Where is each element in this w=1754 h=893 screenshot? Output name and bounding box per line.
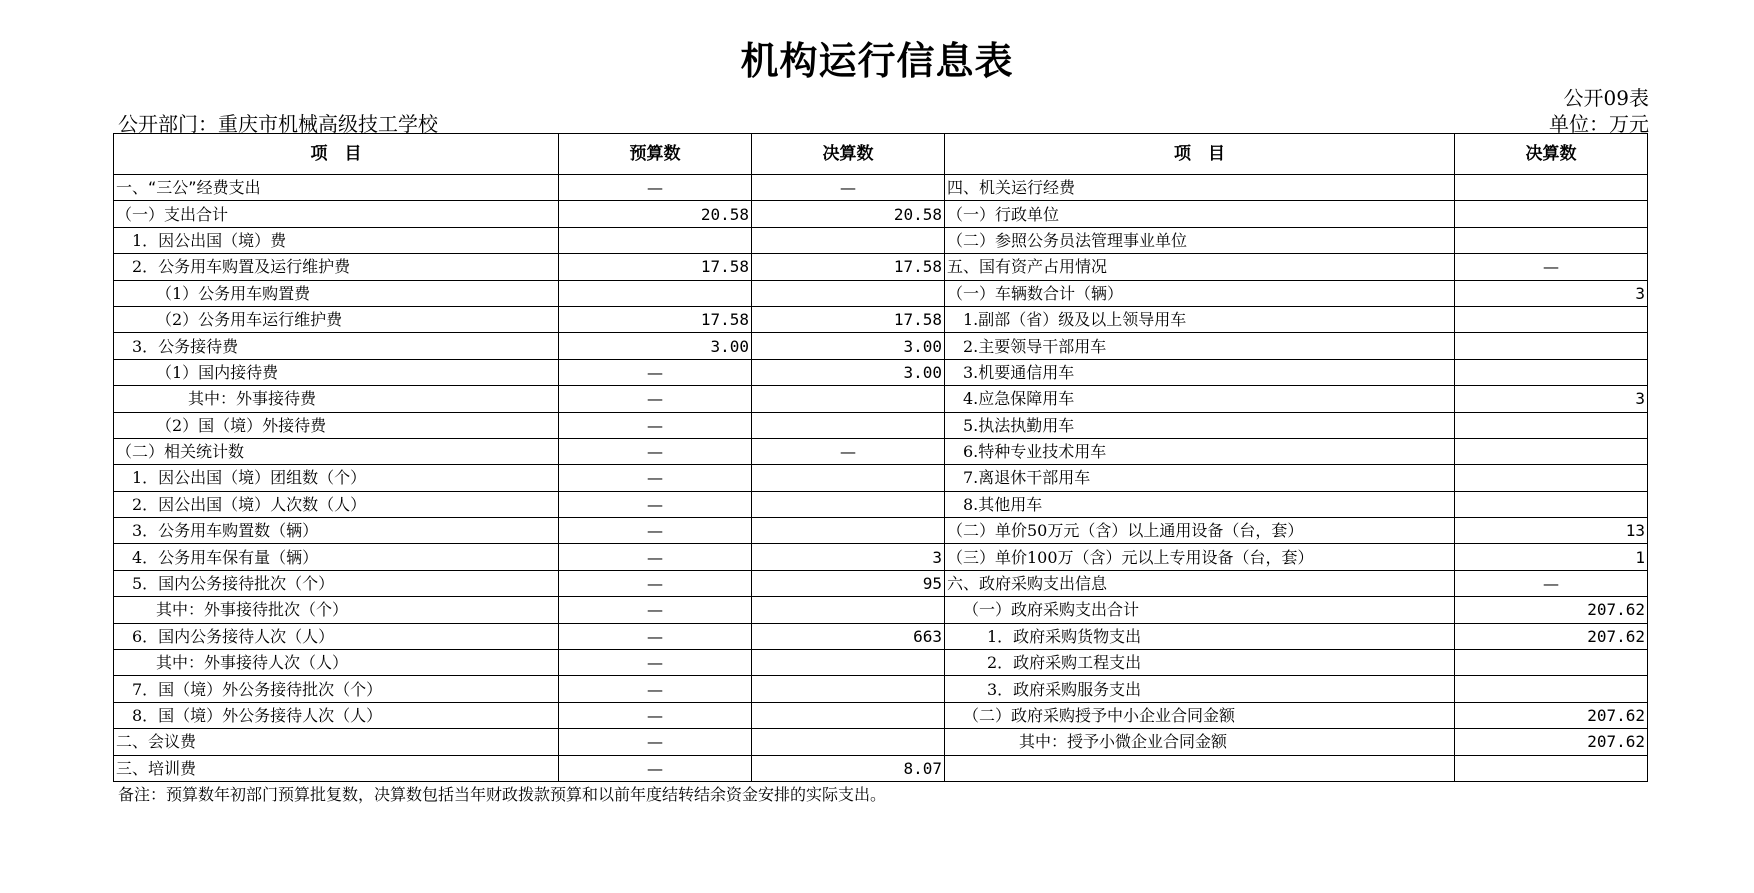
actual-cell: 663 <box>752 623 945 649</box>
item-label-cell: 2．公务用车购置及运行维护费 <box>114 254 559 280</box>
actual-cell <box>752 412 945 438</box>
right-actual-cell <box>1455 359 1648 385</box>
actual-cell <box>752 465 945 491</box>
item-label-cell: 8．国（境）外公务接待人次（人） <box>114 702 559 728</box>
item-label-cell: 3．公务用车购置数（辆） <box>114 518 559 544</box>
item-label-cell: 其中：外事接待批次（个） <box>114 597 559 623</box>
right-actual-cell <box>1455 676 1648 702</box>
actual-cell: 17.58 <box>752 254 945 280</box>
header-actual: 决算数 <box>752 134 945 175</box>
actual-cell <box>752 280 945 306</box>
budget-cell: — <box>559 386 752 412</box>
table-row <box>114 544 1648 570</box>
right-item-label-cell: 其中：授予小微企业合同金额 <box>945 729 1455 755</box>
table-row <box>114 650 1648 676</box>
actual-cell <box>752 729 945 755</box>
right-actual-cell: 207.62 <box>1455 597 1648 623</box>
actual-cell: 3 <box>752 544 945 570</box>
item-label-cell: （1）国内接待费 <box>114 359 559 385</box>
right-actual-cell: 207.62 <box>1455 623 1648 649</box>
right-actual-cell: 3 <box>1455 386 1648 412</box>
right-actual-cell <box>1455 438 1648 464</box>
right-item-label-cell: 四、机关运行经费 <box>945 175 1455 201</box>
right-actual-cell: 207.62 <box>1455 729 1648 755</box>
table-row <box>114 306 1648 332</box>
budget-cell: 17.58 <box>559 306 752 332</box>
budget-cell: — <box>559 676 752 702</box>
right-item-label-cell: 六、政府采购支出信息 <box>945 570 1455 596</box>
item-label-cell: 1．因公出国（境）团组数（个） <box>114 465 559 491</box>
department-label: 公开部门：重庆市机械高级技工学校 <box>118 112 438 136</box>
actual-cell <box>752 518 945 544</box>
budget-cell: — <box>559 729 752 755</box>
budget-cell: — <box>559 650 752 676</box>
budget-cell: — <box>559 175 752 201</box>
right-item-label-cell: 2.主要领导干部用车 <box>945 333 1455 359</box>
right-item-label-cell: 五、国有资产占用情况 <box>945 254 1455 280</box>
item-label-cell: 7．国（境）外公务接待批次（个） <box>114 676 559 702</box>
item-label-cell: 三、培训费 <box>114 755 559 781</box>
right-actual-cell <box>1455 306 1648 332</box>
budget-cell: — <box>559 623 752 649</box>
budget-cell: — <box>559 359 752 385</box>
table-row <box>114 597 1648 623</box>
item-label-cell: 其中：外事接待费 <box>114 386 559 412</box>
right-actual-cell: — <box>1455 254 1648 280</box>
budget-cell: — <box>559 518 752 544</box>
table-row <box>114 254 1648 280</box>
right-item-label-cell: 1．政府采购货物支出 <box>945 623 1455 649</box>
actual-cell <box>752 702 945 728</box>
right-item-label-cell: （二）单价50万元（含）以上通用设备（台，套） <box>945 518 1455 544</box>
actual-cell: 3.00 <box>752 359 945 385</box>
table-row <box>114 676 1648 702</box>
table-header-row <box>114 134 1648 175</box>
right-item-label-cell: （一）车辆数合计（辆） <box>945 280 1455 306</box>
actual-cell <box>752 676 945 702</box>
budget-cell: — <box>559 702 752 728</box>
table-row <box>114 227 1648 253</box>
right-actual-cell <box>1455 491 1648 517</box>
right-item-label-cell: 2．政府采购工程支出 <box>945 650 1455 676</box>
right-item-label-cell: 1.副部（省）级及以上领导用车 <box>945 306 1455 332</box>
right-actual-cell: 1 <box>1455 544 1648 570</box>
table-row <box>114 702 1648 728</box>
right-actual-cell: 3 <box>1455 280 1648 306</box>
right-item-label-cell: （二）参照公务员法管理事业单位 <box>945 227 1455 253</box>
right-actual-cell <box>1455 201 1648 227</box>
item-label-cell: （2）公务用车运行维护费 <box>114 306 559 332</box>
table-row <box>114 386 1648 412</box>
form-number: 公开09表 <box>1563 86 1649 110</box>
budget-cell: 20.58 <box>559 201 752 227</box>
right-actual-cell <box>1455 175 1648 201</box>
item-label-cell: （2）国（境）外接待费 <box>114 412 559 438</box>
actual-cell <box>752 650 945 676</box>
actual-cell: 17.58 <box>752 306 945 332</box>
right-actual-cell <box>1455 650 1648 676</box>
right-item-label-cell: （一）政府采购支出合计 <box>945 597 1455 623</box>
item-label-cell: （1）公务用车购置费 <box>114 280 559 306</box>
actual-cell: — <box>752 175 945 201</box>
unit-label: 单位：万元 <box>1549 112 1649 136</box>
table-row <box>114 201 1648 227</box>
item-label-cell: 二、会议费 <box>114 729 559 755</box>
right-item-label-cell <box>945 755 1455 781</box>
budget-cell: — <box>559 570 752 596</box>
budget-cell <box>559 280 752 306</box>
table-row <box>114 755 1648 781</box>
right-item-label-cell: 3.机要通信用车 <box>945 359 1455 385</box>
actual-cell: 95 <box>752 570 945 596</box>
item-label-cell: 3．公务接待费 <box>114 333 559 359</box>
budget-cell: — <box>559 597 752 623</box>
table-row <box>114 491 1648 517</box>
item-label-cell: 6．国内公务接待人次（人） <box>114 623 559 649</box>
table-row <box>114 359 1648 385</box>
header-actual-right: 决算数 <box>1455 134 1648 175</box>
actual-cell <box>752 491 945 517</box>
table-row <box>114 438 1648 464</box>
right-actual-cell: 13 <box>1455 518 1648 544</box>
right-actual-cell: — <box>1455 570 1648 596</box>
table-row <box>114 518 1648 544</box>
right-item-label-cell: 4.应急保障用车 <box>945 386 1455 412</box>
header-item-right: 项 目 <box>945 134 1455 175</box>
budget-cell: 3.00 <box>559 333 752 359</box>
table-row <box>114 729 1648 755</box>
actual-cell: 20.58 <box>752 201 945 227</box>
actual-cell: — <box>752 438 945 464</box>
item-label-cell: （一）支出合计 <box>114 201 559 227</box>
right-actual-cell <box>1455 412 1648 438</box>
right-actual-cell <box>1455 465 1648 491</box>
right-item-label-cell: 3．政府采购服务支出 <box>945 676 1455 702</box>
budget-cell: — <box>559 755 752 781</box>
item-label-cell: 1．因公出国（境）费 <box>114 227 559 253</box>
item-label-cell: （二）相关统计数 <box>114 438 559 464</box>
actual-cell <box>752 227 945 253</box>
right-actual-cell <box>1455 333 1648 359</box>
budget-cell: — <box>559 438 752 464</box>
right-actual-cell: 207.62 <box>1455 702 1648 728</box>
header-budget: 预算数 <box>559 134 752 175</box>
right-item-label-cell: （二）政府采购授予中小企业合同金额 <box>945 702 1455 728</box>
actual-cell <box>752 386 945 412</box>
header-item: 项 目 <box>114 134 559 175</box>
actual-cell <box>752 597 945 623</box>
budget-cell <box>559 227 752 253</box>
item-label-cell: 一、“三公”经费支出 <box>114 175 559 201</box>
item-label-cell: 4．公务用车保有量（辆） <box>114 544 559 570</box>
actual-cell: 3.00 <box>752 333 945 359</box>
budget-cell: 17.58 <box>559 254 752 280</box>
table-row <box>114 333 1648 359</box>
actual-cell: 8.07 <box>752 755 945 781</box>
right-item-label-cell: 6.特种专业技术用车 <box>945 438 1455 464</box>
item-label-cell: 2．因公出国（境）人次数（人） <box>114 491 559 517</box>
item-label-cell: 其中：外事接待人次（人） <box>114 650 559 676</box>
right-item-label-cell: 8.其他用车 <box>945 491 1455 517</box>
page-title: 机构运行信息表 <box>740 39 1014 83</box>
right-item-label-cell: （三）单价100万（含）元以上专用设备（台，套） <box>945 544 1455 570</box>
footnote: 备注：预算数年初部门预算批复数，决算数包括当年财政拨款预算和以前年度结转结余资金安排的实际支出。 <box>118 785 887 804</box>
operation-info-table <box>113 133 1648 782</box>
budget-cell: — <box>559 465 752 491</box>
right-item-label-cell: 7.离退休干部用车 <box>945 465 1455 491</box>
item-label-cell: 5．国内公务接待批次（个） <box>114 570 559 596</box>
budget-cell: — <box>559 491 752 517</box>
right-actual-cell <box>1455 755 1648 781</box>
budget-cell: — <box>559 544 752 570</box>
table-row <box>114 175 1648 201</box>
budget-cell: — <box>559 412 752 438</box>
table-row <box>114 623 1648 649</box>
right-item-label-cell: 5.执法执勤用车 <box>945 412 1455 438</box>
table-row <box>114 412 1648 438</box>
right-actual-cell <box>1455 227 1648 253</box>
right-item-label-cell: （一）行政单位 <box>945 201 1455 227</box>
table-row <box>114 465 1648 491</box>
table-row <box>114 280 1648 306</box>
table-row <box>114 570 1648 596</box>
